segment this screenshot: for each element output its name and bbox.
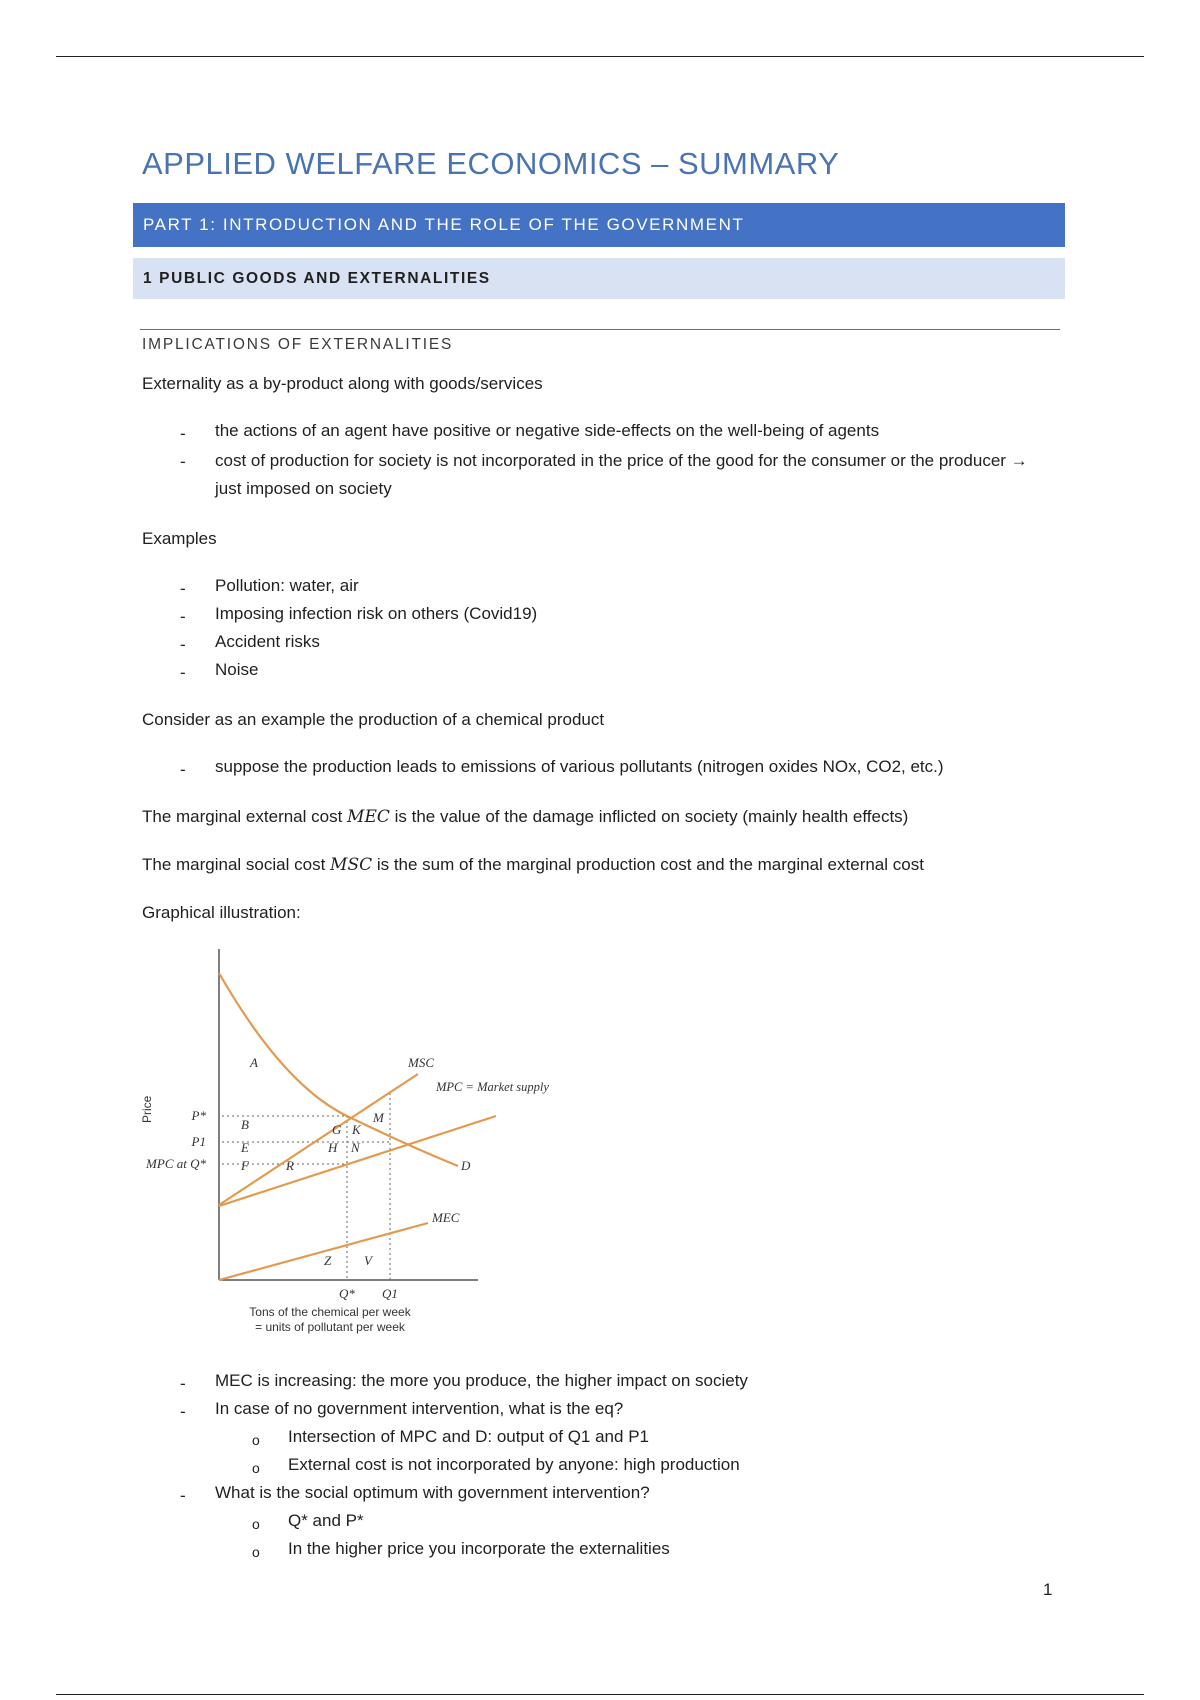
bottom-rule — [56, 1694, 1144, 1695]
intro-line: Externality as a by-product along with goods/services — [142, 374, 543, 393]
subsection-heading: IMPLICATIONS OF EXTERNALITIES — [142, 336, 454, 353]
area-e: E — [241, 1140, 249, 1155]
area-m: M — [373, 1110, 384, 1125]
area-r: R — [286, 1158, 294, 1173]
bullet-marker: - — [180, 579, 186, 598]
sub-bullet-marker: o — [252, 1544, 260, 1560]
analysis-sub-bullet: Q* and P* — [288, 1511, 364, 1530]
intro-bullet: cost of production for society is not incorporated in the price of the good for the consumer or the producer → just imposed on society — [215, 451, 1028, 498]
intro-bullet: the actions of an agent have positive or negative side-effects on the well-being of agents — [215, 421, 880, 440]
sub-bullet-marker: o — [252, 1516, 260, 1532]
area-n: N — [351, 1140, 360, 1155]
tick-q-star: Q* — [339, 1286, 355, 1301]
sub-bullet-marker: o — [252, 1460, 260, 1476]
bullet-marker: - — [180, 1486, 186, 1505]
area-g: G — [332, 1122, 342, 1137]
bullet-marker: - — [180, 1374, 186, 1393]
sub-bullet-marker: o — [252, 1432, 260, 1448]
bullet-marker: - — [180, 424, 186, 443]
analysis-sub-bullet: In the higher price you incorporate the externalities — [288, 1539, 670, 1558]
bullet-marker: - — [180, 607, 186, 626]
subsection-rule — [140, 329, 1060, 330]
analysis-bullet: MEC is increasing: the more you produce, the higher impact on society — [215, 1371, 748, 1390]
bullet-marker: - — [180, 635, 186, 654]
area-f: F — [241, 1158, 249, 1173]
x-axis-label-line1: Tons of the chemical per week — [249, 1305, 411, 1319]
label-mec: MEC — [432, 1210, 460, 1225]
example-item: Imposing infection risk on others (Covid19) — [215, 604, 538, 623]
tick-q1: Q1 — [382, 1286, 398, 1301]
area-b: B — [241, 1117, 249, 1132]
example-item: Pollution: water, air — [215, 576, 359, 595]
msc-symbol: MSC — [330, 855, 373, 875]
graph-label: Graphical illustration: — [142, 903, 301, 922]
page-number: 1 — [1043, 1580, 1053, 1599]
y-axis-label: Price — [140, 1095, 154, 1123]
document-title: APPLIED WELFARE ECONOMICS – SUMMARY — [142, 146, 840, 181]
bullet-marker: - — [180, 760, 186, 779]
analysis-bullet: What is the social optimum with government intervention? — [215, 1483, 650, 1502]
area-z: Z — [324, 1253, 332, 1268]
analysis-bullet: In case of no government intervention, what is the eq? — [215, 1399, 624, 1418]
bullet-marker: - — [180, 663, 186, 682]
section-heading: 1 PUBLIC GOODS AND EXTERNALITIES — [133, 258, 1065, 299]
example-item: Noise — [215, 660, 259, 679]
example-item: Accident risks — [215, 632, 320, 651]
area-h: H — [328, 1140, 338, 1155]
chemical-bullet: suppose the production leads to emissions of various pollutants (nitrogen oxides NOx, CO2, etc.) — [215, 757, 944, 776]
msc-definition: The marginal social cost MSC is the sum of the marginal production cost and the marginal external cost — [142, 855, 924, 875]
chemical-intro: Consider as an example the production of a chemical product — [142, 710, 605, 729]
area-k: K — [352, 1122, 361, 1137]
externality-chart — [138, 945, 578, 1340]
mec-symbol: MEC — [347, 807, 390, 827]
label-d: D — [461, 1158, 471, 1173]
x-axis-label-line2: = units of pollutant per week — [255, 1320, 405, 1334]
area-v: V — [364, 1253, 372, 1268]
part-heading: PART 1: INTRODUCTION AND THE ROLE OF THE GOVERNMENT — [133, 203, 1065, 247]
area-a: A — [250, 1055, 258, 1070]
top-rule — [56, 56, 1144, 57]
tick-p1: P1 — [191, 1134, 206, 1149]
examples-label: Examples — [142, 529, 217, 548]
mec-curve — [219, 1223, 428, 1280]
bullet-marker: - — [180, 452, 186, 471]
label-msc: MSC — [408, 1055, 434, 1070]
analysis-sub-bullet: External cost is not incorporated by anyone: high production — [288, 1455, 740, 1474]
tick-p-star: P* — [191, 1108, 206, 1123]
bullet-marker: - — [180, 1402, 186, 1421]
tick-mpc-at-q: MPC at Q* — [146, 1156, 206, 1171]
mec-definition: The marginal external cost MEC is the value of the damage inflicted on society (mainly health effects) — [142, 807, 909, 827]
label-mpc: MPC = Market supply — [436, 1080, 549, 1094]
analysis-sub-bullet: Intersection of MPC and D: output of Q1 and P1 — [288, 1427, 649, 1446]
